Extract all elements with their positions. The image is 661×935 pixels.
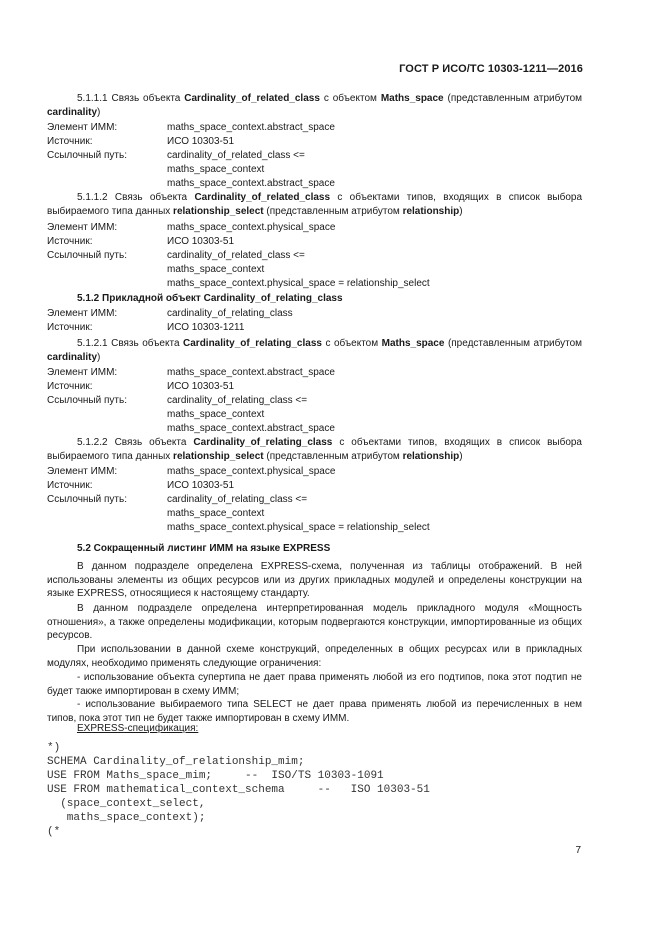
clause-text: с объектами типов, входящих в список выбора выбираемого типа данных [47,192,583,217]
section-heading-5-1-2: 5.1.2 Прикладной объект Cardinality_of_relating_class [77,293,343,304]
reference-path-line: maths_space_context.abstract_space [167,178,335,189]
code-line: (* [47,826,61,838]
clause-number: 5.1.1.1 [77,93,108,104]
mapping-label: Источник: [47,480,93,491]
code-line: SCHEMA Cardinality_of_relationship_mim; [47,756,305,768]
clause-text: Связь объекта [114,192,188,203]
mapping-label: Элемент ИММ: [47,367,118,378]
spec-label [47,722,582,736]
code-line: *) [47,742,61,754]
entity-name: relationship_select [173,450,264,462]
reference-path-line: maths_space_context [167,508,265,519]
list-item: - использование выбираемого типа SELECT не дает права применять любой из перечисленных в нем типов, пока этот тип не будет также импортирован в схему ИММ. [47,699,582,724]
clause-text: ) [97,106,101,118]
mapping-value: cardinality_of_relating_class [167,308,293,319]
mapping-label: Ссылочный путь: [47,250,127,261]
section-heading-5-2: 5.2 Сокращенный листинг ИММ на языке EXPRESS [77,543,331,554]
entity-name: Cardinality_of_related_class [194,192,331,203]
mapping-label: Источник: [47,322,93,333]
reference-path-line: maths_space_context.physical_space = relationship_select [167,278,430,289]
mapping-value: cardinality_of_related_class <= [167,250,305,261]
code-line: USE FROM Maths_space_mim; -- ISO/TS 10303-1091 [47,770,384,782]
mapping-value: cardinality_of_related_class <= [167,150,305,161]
mapping-label: Ссылочный путь: [47,150,127,161]
reference-path-line: maths_space_context [167,264,265,275]
mapping-label: Источник: [47,381,93,392]
mapping-value: maths_space_context.abstract_space [167,122,335,133]
reference-path-line: maths_space_context [167,164,265,175]
clause-number: 5.1.2.2 [77,437,108,448]
mapping-label: Элемент ИММ: [47,222,118,233]
clause-text: с объектами типов, входящих в список выбора выбираемого типа данных [47,437,582,462]
attribute-name: cardinality [47,351,98,363]
body-paragraph: В данном подразделе определена интерпретированная модель прикладного модуля «Мощность отношения», а также определены модификации, которым подвергаются конструкции, импортированные из общих ресурсов. [47,603,582,642]
mapping-value: maths_space_context.abstract_space [167,367,335,378]
code-line: (space_context_select, [47,798,206,810]
mapping-label: Элемент ИММ: [47,122,118,133]
reference-path-line: maths_space_context [167,409,265,420]
mapping-label: Ссылочный путь: [47,395,127,406]
page-number: 7 [575,845,581,856]
clause-text: ) [459,205,463,217]
entity-name: relationship_select [173,205,264,217]
entity-name: Cardinality_of_related_class [184,93,320,104]
paragraph-5-1-1-2 [47,191,582,218]
mapping-label: Источник: [47,136,93,147]
mapping-value: maths_space_context.physical_space [167,466,336,477]
clause-text: (представленным атрибутом [447,338,583,349]
mapping-value: ИСО 10303-51 [167,480,235,491]
entity-name: Maths_space [381,338,445,349]
mapping-value: maths_space_context.physical_space [167,222,336,233]
body-paragraph: При использовании в данной схеме конструкций, определенных в общих ресурсах или в прикладных модулях, необходимо применять следующие ограничения: [47,644,582,669]
mapping-value: cardinality_of_relating_class <= [167,395,308,406]
paragraph-5-1-1-1 [47,92,582,119]
mapping-label: Элемент ИММ: [47,308,118,319]
body-paragraph: В данном подразделе определена EXPRESS-схема, полученная из таблицы отображений. В ней использованы элементы из общих ресурсов или из других прикладных модулей и определены конструкции на языке EXPRESS, относящиеся к настоящему стандарту. [47,561,582,600]
spec-label-text: EXPRESS-спецификация: [77,723,199,734]
reference-path-line: maths_space_context.physical_space = relationship_select [167,522,430,533]
mapping-label: Ссылочный путь: [47,494,127,505]
clause-text: с объектом [325,338,379,349]
paragraph-5-1-2-2 [47,436,582,463]
clause-text: ) [459,450,463,462]
clause-text: с объектом [323,93,377,104]
mapping-value: ИСО 10303-51 [167,236,235,247]
clause-text: ) [97,351,101,363]
clause-text: Связь объекта [114,437,187,448]
attribute-name: relationship [402,205,460,217]
mapping-value: ИСО 10303-51 [167,381,235,392]
mapping-value: cardinality_of_relating_class <= [167,494,308,505]
clause-text: Связь объекта [111,93,181,104]
code-line: USE FROM mathematical_context_schema -- ISO 10303-51 [47,784,430,796]
mapping-value: ИСО 10303-51 [167,136,235,147]
entity-name: Maths_space [380,93,444,104]
reference-path-line: maths_space_context.abstract_space [167,423,335,434]
attribute-name: cardinality [47,106,98,118]
mapping-value: ИСО 10303-1211 [167,322,245,333]
document-header: ГОСТ Р ИСО/ТС 10303-1211—2016 [399,63,583,75]
clause-text: (представленным атрибутом [266,450,400,462]
mapping-label: Источник: [47,236,93,247]
mapping-label: Элемент ИММ: [47,466,118,477]
entity-name: Cardinality_of_relating_class [183,338,322,349]
entity-name: Cardinality_of_relating_class [193,437,333,448]
clause-number: 5.1.2.1 [77,338,108,349]
clause-text: (представленным атрибутом [447,93,583,104]
paragraph-5-1-2-1 [47,337,582,364]
clause-text: Связь объекта [111,338,180,349]
list-item: - использование объекта супертипа не дает права применять любой из его подтипов, пока этот подтип не будет также импортирован в схему ИММ; [47,672,582,697]
attribute-name: relationship [402,450,460,462]
code-line: maths_space_context); [47,812,206,824]
clause-text: (представленным атрибутом [266,205,400,217]
clause-number: 5.1.1.2 [77,192,108,203]
